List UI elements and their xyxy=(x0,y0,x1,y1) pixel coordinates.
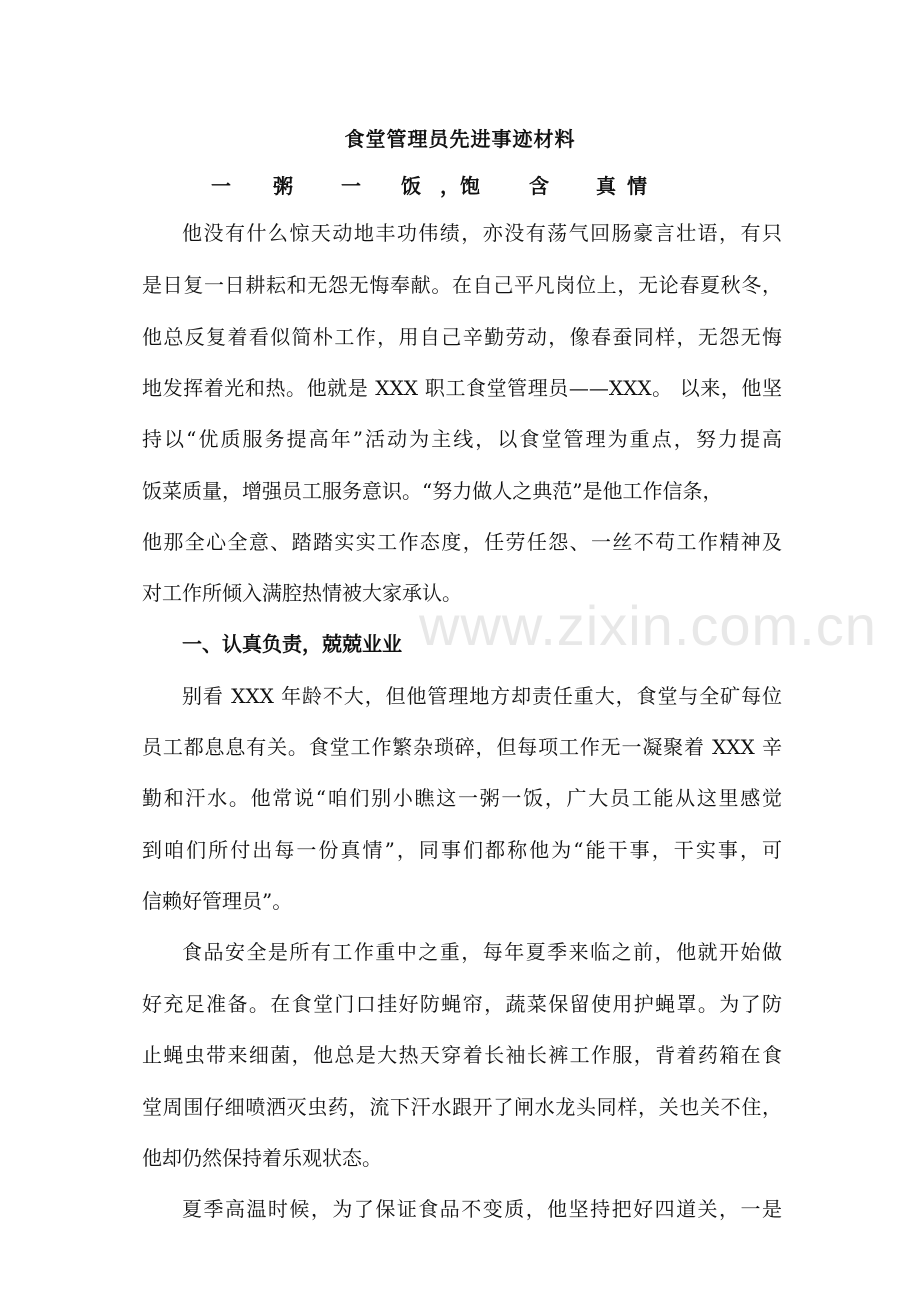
paragraph-line: 持以“优质服务提高年”活动为主线，以食堂管理为重点，努力提高 xyxy=(142,427,782,451)
paragraph-line: 对工作所倾入满腔热情被大家承认。 xyxy=(142,581,462,605)
paragraph-line: 勤和汗水。他常说“咱们别小瞧这一粥一饭，广大员工能从这里感觉 xyxy=(142,786,782,810)
paragraph-line: 他那全心全意、踏踏实实工作态度，任劳任怨、一丝不苟工作精神及 xyxy=(142,530,782,554)
paragraph-line: 他总反复着看似简朴工作，用自己辛勤劳动，像春蚕同样，无怨无悔 xyxy=(142,325,782,349)
paragraph-line: 堂周围仔细喷洒灭虫药，流下汗水跟开了闸水龙头同样，关也关不住， xyxy=(142,1095,782,1119)
subtitle-char: 一 xyxy=(211,174,231,198)
document-subtitle xyxy=(211,170,651,200)
section-heading: 一、认真负责，兢兢业业 xyxy=(182,632,402,656)
paragraph-line: 是日复一日耕耘和无怨无悔奉献。在自己平凡岗位上，无论春夏秋冬， xyxy=(142,273,782,297)
subtitle-char: 情 xyxy=(627,174,647,198)
paragraph-line: 饭菜质量，增强员工服务意识。“努力做人之典范”是他工作信条， xyxy=(142,479,723,503)
paragraph-line: 食品安全是所有工作重中之重，每年夏季来临之前，他就开始做 xyxy=(182,940,782,964)
subtitle-char: 真 xyxy=(596,174,616,198)
paragraph-line: 夏季高温时候，为了保证食品不变质，他坚持把好四道关，一是 xyxy=(182,1197,782,1221)
subtitle-char: 一 xyxy=(341,174,361,198)
paragraph-line: 他没有什么惊天动地丰功伟绩，亦没有荡气回肠豪言壮语，有只 xyxy=(182,221,782,245)
subtitle-char: 含 xyxy=(529,174,549,198)
paragraph-line: 止蝇虫带来细菌，他总是大热天穿着长袖长裤工作服，背着药箱在食 xyxy=(142,1043,782,1067)
subtitle-char: 饭 xyxy=(401,174,421,198)
subtitle-char: ，饱 xyxy=(440,174,480,198)
paragraph-line: 地发挥着光和热。他就是 XXX 职工食堂管理员——XXX。 以来，他坚 xyxy=(142,376,782,400)
subtitle-char: 粥 xyxy=(273,174,293,198)
paragraph-line: 好充足准备。在食堂门口挂好防蝇帘，蔬菜保留使用护蝇罩。为了防 xyxy=(142,992,782,1016)
paragraph-line: 到咱们所付出每一份真情”，同事们都称他为“能干事，干实事，可 xyxy=(142,838,782,862)
watermark: www.zixin.com.cn xyxy=(419,594,877,657)
paragraph-line: 员工都息息有关。食堂工作繁杂琐碎，但每项工作无一凝聚着 XXX 辛 xyxy=(142,735,782,759)
paragraph-line: 他却仍然保持着乐观状态。 xyxy=(142,1146,382,1170)
paragraph-line: 别看 XXX 年龄不大，但他管理地方却责任重大，食堂与全矿每位 xyxy=(182,684,782,708)
document-title: 食堂管理员先进事迹材料 xyxy=(344,127,576,151)
paragraph-line: 信赖好管理员”。 xyxy=(142,889,293,913)
